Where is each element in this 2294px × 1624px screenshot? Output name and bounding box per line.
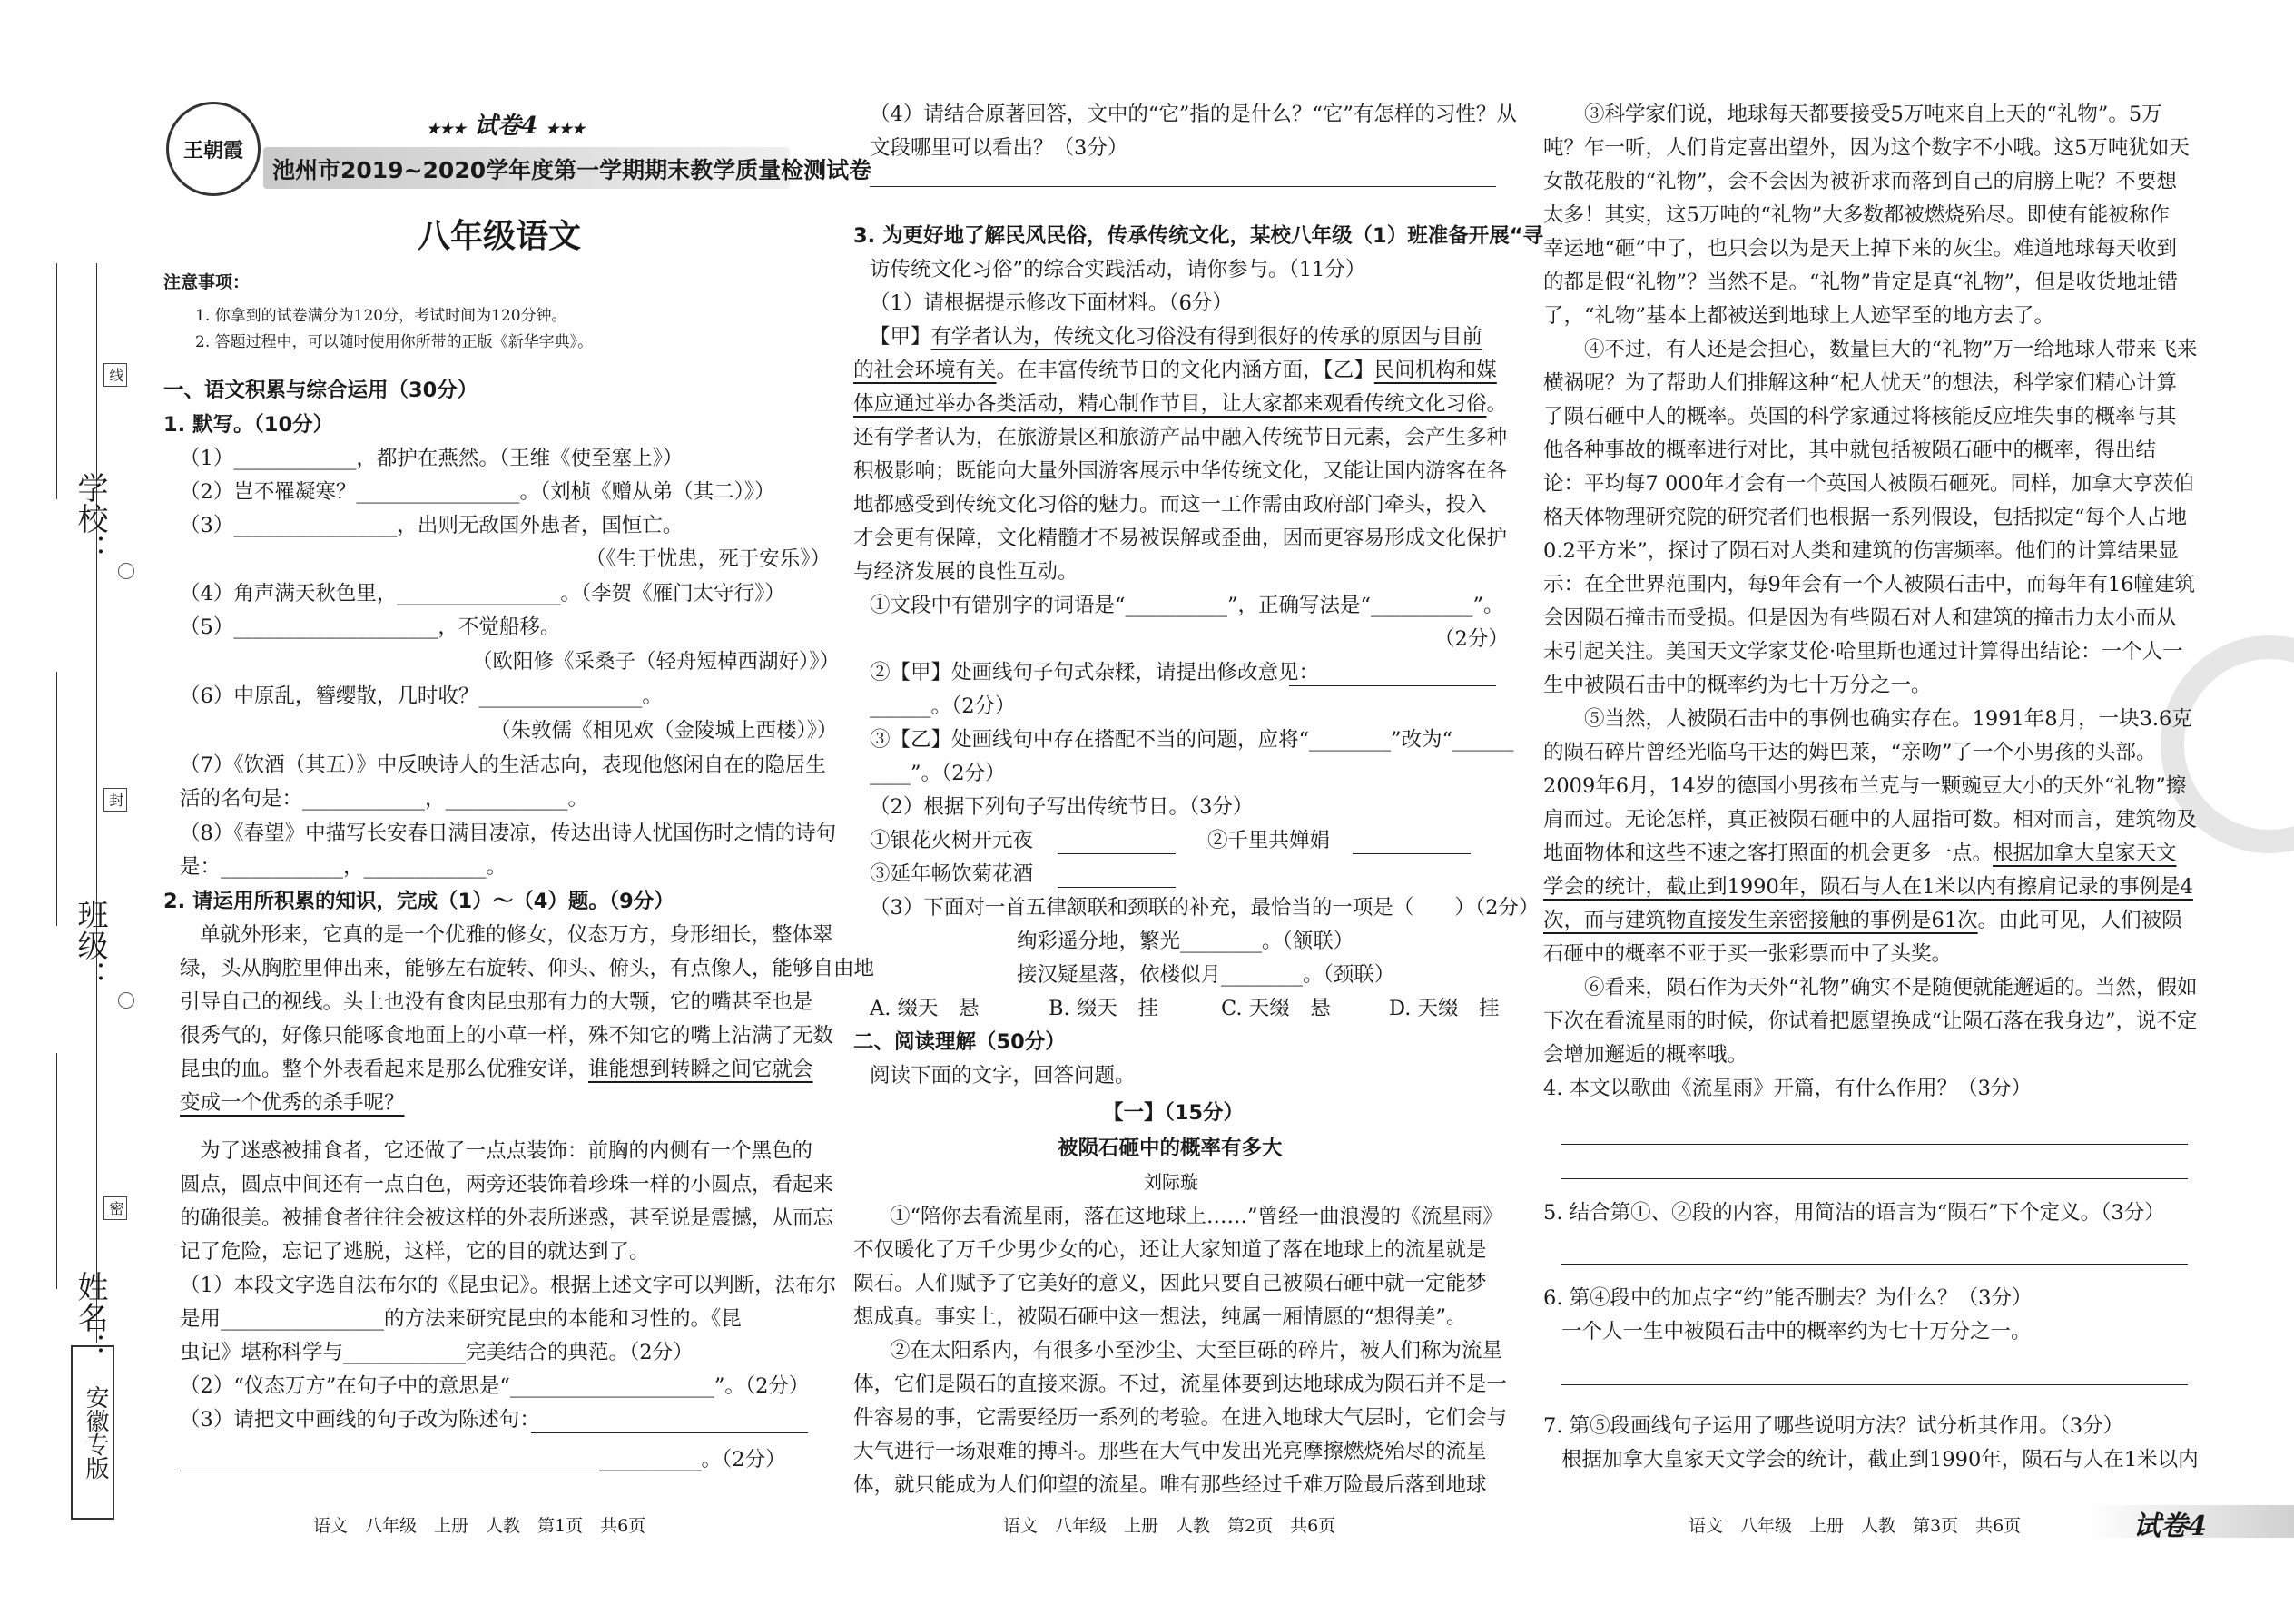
article-line: ③科学家们说，地球每天都要接受5万吨来自上天的“礼物”。5万	[1584, 103, 2162, 126]
option-a[interactable]: A. 缀天 悬	[870, 997, 980, 1020]
article-line: 会增加邂逅的概率哦。	[1543, 1043, 1748, 1067]
article-line: ⑥看来，陨石作为天外“礼物”确实不是随便就能邂逅的。当然，假如	[1584, 976, 2198, 999]
material-line: 体应通过举办各类活动，精心制作节目，让大家都来观看传统文化习俗。	[853, 392, 1508, 416]
name-label: 姓名：	[72, 1271, 108, 1363]
article-line: 下次在看流星雨的时候，你试着把愿望换成“让陨石落在我身边”，说不定	[1543, 1009, 2198, 1033]
star-icon: ★★★	[427, 120, 467, 137]
question-2: 2. 请运用所积累的知识，完成（1）～（4）题。（9分）	[163, 890, 674, 913]
q3-sub: ③【乙】处画线句中存在搭配不当的问题，应将“________”改为“______	[870, 728, 1514, 752]
article-line: 体，就只能成为人们仰望的流星。唯有那些经过千难万险最后落到地球	[853, 1473, 1487, 1497]
article-line: 示：在全世界范围内，每9年会有一个人被陨石击中，而每年有16幢建筑	[1543, 573, 2195, 596]
q1-item: （3）________________，出则无敌国外患者，国恒亡。	[180, 514, 684, 537]
logo	[166, 102, 261, 196]
q1-item: 是：____________，____________。	[180, 855, 507, 879]
binding-hole-icon	[118, 992, 134, 1009]
answer-line[interactable]	[1289, 685, 1496, 686]
binding-hole-icon	[118, 563, 134, 579]
class-line	[56, 672, 57, 926]
q1-item: （4）角声满天秋色里，________________。（李贺《雁门太守行》）	[180, 582, 785, 605]
article-line: 陨石。人们赋予了它美好的意义，因此只要自己被陨石砸中就一定能梦	[853, 1272, 1487, 1295]
festival-item: ②千里共婵娟	[1207, 829, 1331, 852]
paper-tag-label: 试卷4	[2133, 1511, 2207, 1542]
q1-item: 活的名句是：____________，____________。	[180, 787, 589, 811]
article-line: 大气进行一场艰难的搏斗。那些在大气中发出光亮摩擦燃烧殆尽的流星	[853, 1440, 1487, 1463]
q1-source: （《生于忧患，死于安乐》）	[586, 547, 832, 571]
article-line: 地面物体和这些不速之客打照面的机会更多一点。根据加拿大皇家天文	[1543, 842, 2177, 865]
q3-sub: ②【甲】处画线句子句式杂糅，请提出修改意见：	[870, 661, 1320, 684]
q3-sub: （2）根据下列句子写出传统节日。（3分）	[870, 795, 1254, 819]
article-line: 生中被陨石击中的概率约为七十万分之一。	[1543, 674, 1932, 697]
material-line: 地都感受到传统文化习俗的魅力。而这一工作需由政府部门牵头，投入	[853, 493, 1487, 517]
article-line: 想成真。事实上，被陨石砸中这一想法，纯属一厢情愿的“想得美”。	[853, 1305, 1467, 1329]
passage-line: 引导自己的视线。头上也没有食肉昆虫那有力的大颚，它的嘴甚至也是	[180, 990, 813, 1014]
article-line: 横祸呢？为了帮助人们排解这种“杞人忧天”的想法，科学家们精心计算	[1543, 371, 2178, 395]
star-icon: ★★★	[546, 120, 586, 137]
reading-part-heading: 【一】（15分）	[1103, 1101, 1245, 1125]
q2-sub: （3）请把文中画线的句子改为陈述句：	[180, 1408, 540, 1432]
article-line: 太多！其实，这5万吨的“礼物”大多数都被燃烧殆尽。即使有能被称作	[1543, 203, 2170, 227]
article-author: 刘际璇	[1144, 1171, 1198, 1193]
seal-line-mark: 线	[103, 363, 127, 387]
edition-badge: 安徽专版	[71, 1345, 114, 1520]
passage-line: 单就外形来，它真的是一个优雅的修女，仪态万方，身形细长，整体翠	[200, 923, 833, 947]
article-line: 体，它们是陨石的直接来源。不过，流星体要到达地球成为陨石并不是一	[853, 1373, 1508, 1396]
question-1: 1. 默写。（10分）	[163, 413, 334, 437]
question-7-quote: 根据加拿大皇家天文学会的统计，截止到1990年，陨石与人在1米以内	[1561, 1448, 2199, 1471]
option-d[interactable]: D. 天缀 挂	[1389, 997, 1500, 1020]
subject-title: 八年级语文	[418, 218, 582, 255]
underlined-sentence: 变成一个优秀的杀手呢？	[180, 1091, 405, 1115]
article-line: 肩而过。无论怎样，真正被陨石砸中的人屈指可数。相对而言，建筑物及	[1543, 808, 2198, 832]
article-line: 吨？乍一听，人们肯定喜出望外，因为这个数字不小哦。这5万吨犹如天	[1543, 136, 2190, 160]
school-line	[56, 263, 57, 499]
material-line: 与经济发展的良性互动。	[853, 560, 1078, 584]
page-footer: 语文 八年级 上册 人教 第2页 共6页	[1003, 1516, 1336, 1536]
q1-item: （6）中原乱，簪缨散，几时收？________________。	[180, 684, 663, 708]
option-b[interactable]: B. 缀天 挂	[1049, 997, 1158, 1020]
article-line: 幸运地“砸”中了，也只会以为是天上掉下来的灰尘。难道地球每天收到	[1543, 237, 2178, 261]
article-line: 次，而与建筑物直接发生亲密接触的事例是61次。由此可见，人们被陨	[1543, 909, 2182, 932]
article-line: 未引起关注。美国天文学家艾伦·哈里斯也通过计算得出结论：一个人一	[1543, 640, 2183, 664]
note-2: 2. 答题过程中，可以随时使用你所带的正版《新华字典》。	[195, 333, 594, 351]
paper-tag: ★★★ 试卷4 ★★★	[427, 113, 586, 140]
name-line	[56, 1053, 57, 1289]
school-label: 学校：	[72, 472, 108, 565]
question-4: 4. 本文以歌曲《流星雨》开篇，有什么作用？（3分）	[1543, 1077, 2032, 1100]
notes-title: 注意事项：	[163, 272, 251, 292]
article-line: 女散花般的“礼物”，会不会因为被祈求而落到自己的肩膀上呢？不要想	[1543, 170, 2178, 193]
seal-secret-mark: 密	[103, 1196, 127, 1220]
article-line: 了陨石砸中人的概率。英国的科学家通过将核能反应堆失事的概率与其	[1543, 405, 2177, 428]
article-line: 他各种事故的概率进行对比，其中就包括被陨石砸中的概率，得出结	[1543, 438, 2157, 462]
question-5: 5. 结合第①、②段的内容，用简洁的语言为“陨石”下个定义。（3分）	[1543, 1201, 2165, 1225]
poem-line: 接汉疑星落，依楼似月________。（颈联）	[1017, 963, 1395, 987]
question-3: 3. 为更好地了解民风民俗，传承传统文化，某校八年级（1）班准备开展“寻	[853, 224, 1543, 248]
section-1-heading: 一、语文积累与综合运用（30分）	[163, 379, 478, 402]
article-line: 2009年6月，14岁的德国小男孩布兰克与一颗豌豆大小的天外“礼物”擦	[1543, 774, 2187, 798]
material-line: 才会更有保障，文化精髓才不易被误解或歪曲，因而更容易形成文化保护	[853, 527, 1508, 550]
poem-line: 绚彩遥分地，繁光________。（颔联）	[1017, 930, 1354, 953]
article-line: 0.2平方米”，探讨了陨石对人类和建筑的伤害频率。他们的计算结果显	[1543, 539, 2179, 563]
q2-sub: 是用________________的方法来研究昆虫的本能和习性的。《昆	[180, 1307, 742, 1331]
article-line: 的陨石碎片曾经光临乌干达的姆巴莱，“亲吻”了一个小男孩的头部。	[1543, 741, 2157, 764]
question-7: 7. 第⑤段画线句子运用了哪些说明方法？试分析其作用。（3分）	[1543, 1414, 2124, 1438]
q1-source: （朱敦儒《相见欢（金陵城上西楼）》）	[490, 719, 838, 743]
festival-item: ③延年畅饮菊花酒	[870, 862, 1034, 886]
article-line: ⑤当然，人被陨石击中的事例也确实存在。1991年8月，一块3.6克	[1584, 707, 2192, 731]
answer-line[interactable]	[1058, 853, 1176, 854]
q1-source: （欧阳修《采桑子（轻舟短棹西湖好）》）	[472, 650, 841, 674]
passage-line: 绿，头从胸腔里伸出来，能够左右旋转、仰头、俯头，有点像人，能够自由地	[180, 957, 875, 980]
q3-sub: ①文段中有错别字的词语是“__________”，正确写法是“__________”。	[870, 594, 1504, 617]
article-line: 不仅暖化了万千少男少女的心，还让大家知道了落在地球上的流星就是	[853, 1238, 1487, 1262]
answer-line[interactable]	[870, 186, 1496, 187]
q3-sub: （3）下面对一首五律颔联和颈联的补充，最恰当的一项是（ ）（2分）	[870, 896, 1540, 920]
note-1: 1. 你拿到的试卷满分为120分，考试时间为120分钟。	[195, 307, 567, 325]
q3-sub: ______。（2分）	[870, 694, 1016, 718]
article-line: ①“陪你去看流星雨，落在这地球上……”曾经一曲浪漫的《流星雨》	[890, 1205, 1503, 1228]
reading-instruction: 阅读下面的文字，回答问题。	[870, 1064, 1136, 1088]
passage-line: 昆虫的血。整个外表看起来是那么优雅安详，谁能想到转瞬之间它就会	[180, 1058, 813, 1081]
answer-line[interactable]	[1561, 1384, 2188, 1385]
article-line: 论：平均每7 000年才会有一个英国人被陨石砸死。同样，加拿大亨茨伯	[1543, 472, 2194, 496]
option-c[interactable]: C. 天缀 悬	[1221, 997, 1331, 1020]
material-line: 【甲】有学者认为，传统文化习俗没有得到很好的传承的原因与目前	[870, 325, 1483, 349]
answer-line[interactable]	[1561, 1144, 2188, 1145]
page-footer: 语文 八年级 上册 人教 第1页 共6页	[313, 1516, 646, 1536]
q2-sub: （1）本段文字选自法布尔的《昆虫记》。根据上述文字可以判断，法布尔	[180, 1274, 837, 1297]
cut-line	[96, 263, 97, 1343]
underlined-sentence: 谁能想到转瞬之间它就会	[588, 1058, 813, 1081]
article-line: 的都是假“礼物”？当然不是。“礼物”肯定是真“礼物”，但是收货地址错	[1543, 271, 2179, 294]
logo-text: 王朝霞	[182, 139, 243, 162]
q1-item: （8）《春望》中描写长安春日满目凄凉，传达出诗人忧国伤时之情的诗句	[180, 822, 837, 845]
q3-score: （2分）	[1434, 627, 1509, 651]
question-6: 6. 第④段中的加点字“约”能否删去？为什么？（3分）	[1543, 1286, 2033, 1310]
festival-item: ①银花火树开元夜	[870, 829, 1034, 852]
article-line: ④不过，有人还是会担心，数量巨大的“礼物”万一给地球人带来飞来	[1584, 338, 2198, 361]
q1-item: （5）____________________，不觉船移。	[180, 615, 561, 639]
binding-strip	[0, 0, 159, 1624]
q1-item: （1）____________，都护在燕然。（王维《使至塞上》）	[180, 447, 684, 470]
article-line: 格天体物理研究院的研究者们也根据一系列假设，包括拟定“每个人占地	[1543, 506, 2188, 529]
section-2-heading: 二、阅读理解（50分）	[853, 1030, 1066, 1054]
material-line: 的社会环境有关。在丰富传统节日的文化内涵方面，【乙】民间机构和媒	[853, 359, 1497, 382]
q3-sub: ____”。（2分）	[870, 762, 1006, 785]
q2-sub: （4）请结合原著回答，文中的“它”指的是什么？“它”有怎样的习性？从	[870, 103, 1517, 126]
article-line: 件容易的事，它需要经历一系列的考验。在进入地球大气层时，它们会与	[853, 1406, 1508, 1430]
passage-line: 记了危险，忘记了逃脱，这样，它的目的就达到了。	[180, 1240, 650, 1264]
passage-line: 圆点，圆点中间还有一点白色，两旁还装饰着珍珠一样的小圆点，看起来	[180, 1173, 834, 1196]
q2-sub: 文段哪里可以看出？（3分）	[870, 136, 1128, 160]
exam-title: 池州市2019~2020学年度第一学期期末教学质量检测试卷	[272, 157, 872, 183]
q1-item: （2）岂不罹凝寒？________________。（刘桢《赠从弟（其二）》）	[180, 480, 775, 504]
passage-line: 为了迷惑被捕食者，它还做了一点点装饰：前胸的内侧有一个黑色的	[200, 1139, 813, 1163]
q3-sub: （1）请根据提示修改下面材料。（6分）	[870, 291, 1233, 315]
answer-line[interactable]	[531, 1432, 808, 1433]
passage-line: 很秀气的，好像只能啄食地面上的小草一样，殊不知它的嘴上沾满了无数	[180, 1024, 834, 1048]
question-3: 访传统文化习俗”的综合实践活动，请你参与。（11分）	[870, 258, 1366, 281]
material-line: 还有学者认为，在旅游景区和旅游产品中融入传统节日元素，会产生多种	[853, 426, 1508, 449]
question-6-quote: 一个人一生中被陨石击中的概率约为七十万分之一。	[1561, 1320, 2032, 1343]
q1-item: （7）《饮酒（其五）》中反映诗人的生活志向，表现他悠闲自在的隐居生	[180, 753, 826, 777]
answer-line[interactable]	[1058, 887, 1176, 888]
article-line: 石砸中的概率不亚于买一张彩票而中了头奖。	[1543, 942, 1953, 966]
article-title: 被陨石砸中的概率有多大	[1058, 1137, 1283, 1160]
material-line: 积极影响；既能向大量外国游客展示中华传统文化，又能让国内游客在各	[853, 459, 1508, 483]
answer-line[interactable]	[1561, 1178, 2188, 1179]
underlined-sentence: 学会的统计，截止到1990年，陨石与人在1米以内有擦肩记录的事例是4	[1543, 875, 2193, 899]
answer-line[interactable]	[1561, 1264, 2188, 1265]
q2-sub: 虫记》堪称科学与____________完美结合的典范。（2分）	[180, 1341, 694, 1364]
q2-sub: __________。（2分）	[599, 1448, 786, 1471]
article-line: 了，“礼物”基本上都被送到地球上人迹罕至的地方去了。	[1543, 304, 2055, 328]
page-footer: 语文 八年级 上册 人教 第3页 共6页	[1689, 1516, 2022, 1536]
seal-seal-mark: 封	[103, 788, 127, 812]
q2-sub: （2）“仪态万方”在句子中的意思是“____________________”。（2分）	[180, 1374, 810, 1398]
article-line: 会因陨石撞击而受损。但是因为有些陨石对人和建筑的撞击力太小而从	[1543, 606, 2177, 630]
answer-line[interactable]	[1353, 853, 1471, 854]
class-label: 班级：	[72, 899, 108, 991]
article-line: ②在太阳系内，有很多小至沙尘、大至巨砾的碎片，被人们称为流星	[890, 1339, 1503, 1363]
passage-line: 的确很美。被捕食者往往会被这样的外表所迷惑，甚至说是震撼，从而忘	[180, 1206, 834, 1230]
